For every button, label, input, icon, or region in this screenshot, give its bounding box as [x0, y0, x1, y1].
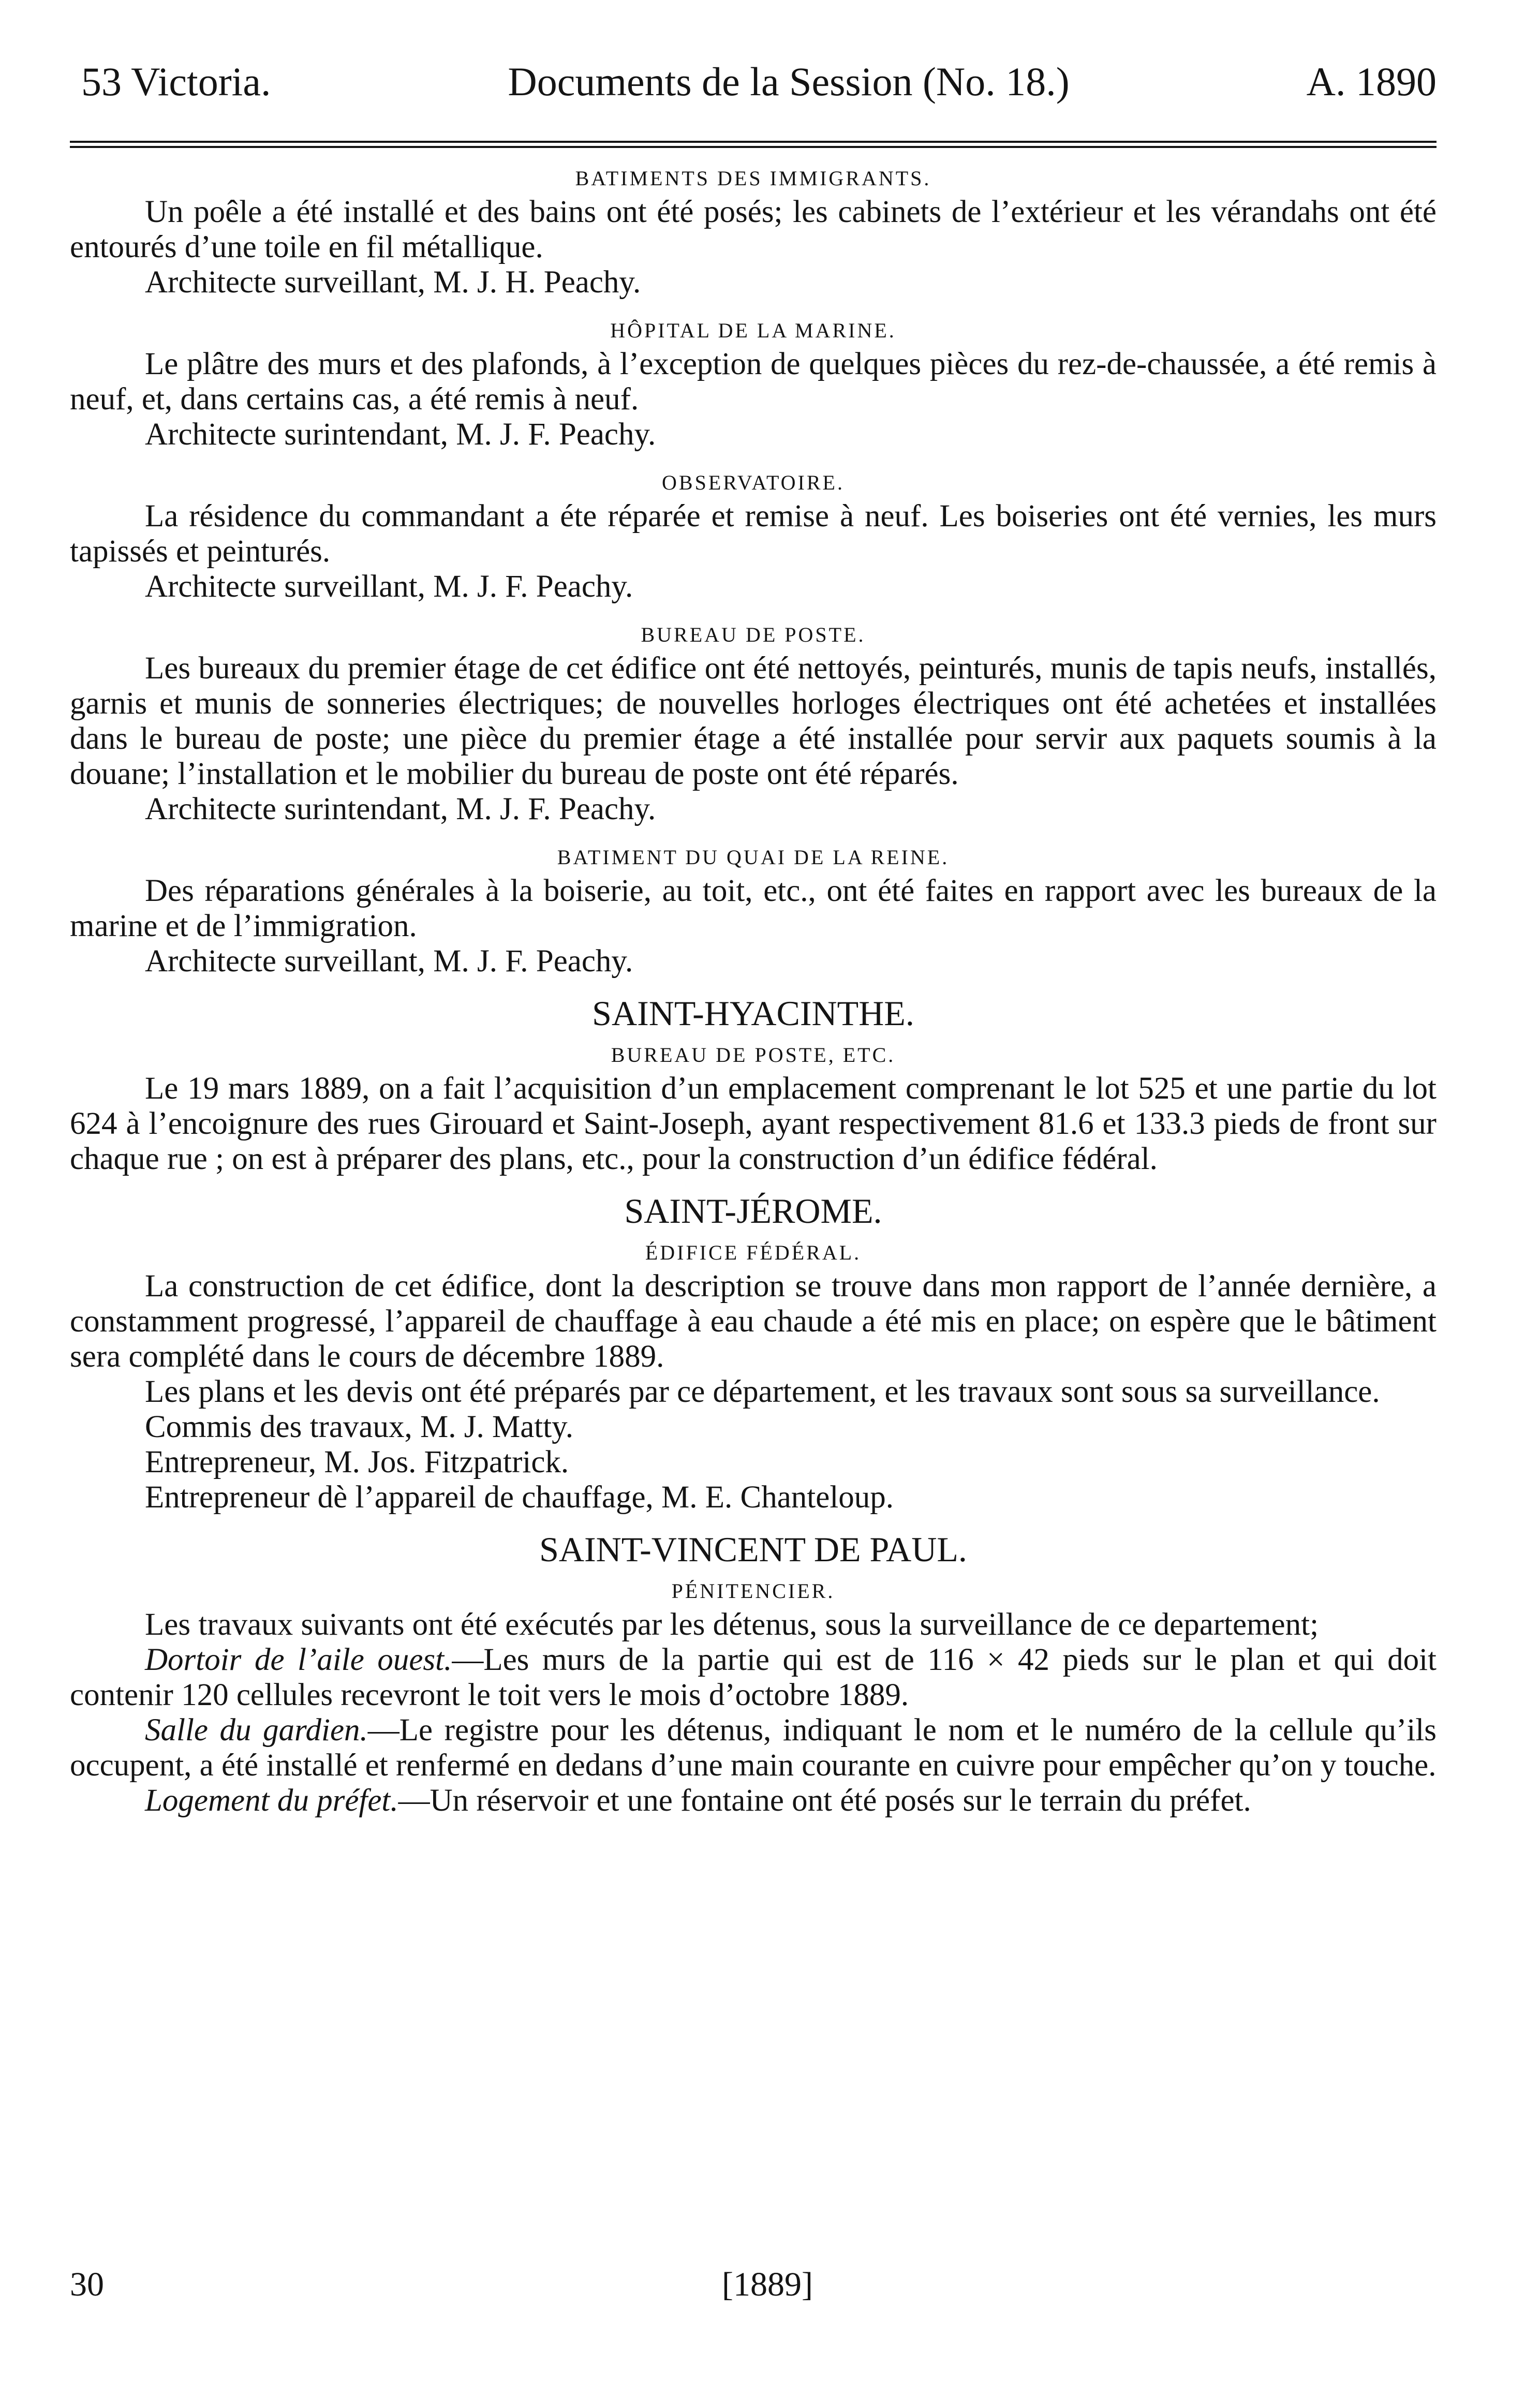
architect-line: Architecte surveillant, M. J. F. Peachy.: [145, 569, 633, 604]
header-session-year: 53 Victoria.: [81, 59, 271, 104]
header-year: A. 1890: [1306, 59, 1437, 104]
credit-line-contractor: Entrepreneur, M. Jos. Fitzpatrick.: [145, 1445, 569, 1479]
architect-line: Architecte surintendant, M. J. F. Peachy.: [145, 792, 656, 826]
item-text: —Les murs de la partie qui est de 116 × 42 pieds sur le plan et qui doit contenir 120 cellules recevront le toit vers le mois d’octobre 1889.: [70, 1642, 1437, 1712]
paragraph-saint-jerome-plans: Les plans et les devis ont été préparés par ce département, et les travaux sont sous sa surveillance.: [145, 1374, 1380, 1409]
architect-line: Architecte surveillant, M. J. H. Peachy.: [145, 265, 641, 300]
signature-code: [1889]: [722, 2266, 813, 2303]
credit-line-heating-contractor: Entrepreneur dè l’appareil de chauffage, M. E. Chanteloup.: [145, 1480, 894, 1515]
place-heading-saint-vincent-de-paul: SAINT-VINCENT DE PAUL.: [539, 1530, 967, 1569]
item-title: Logement du préfet.: [145, 1783, 398, 1818]
item-title: Dortoir de l’aile ouest.: [145, 1642, 452, 1677]
header-double-rule: [70, 141, 1437, 148]
section-heading-post-office: BUREAU DE POSTE.: [641, 623, 866, 646]
page-number: 30: [70, 2266, 104, 2303]
header-title: Documents de la Session (No. 18.): [508, 59, 1070, 104]
paragraph-marine-hospital: Le plâtre des murs et des plafonds, à l’exception de quelques pièces du rez-de-chaussée, a été remis à neuf, et, dans certains cas, a été remis à neuf.: [70, 347, 1437, 417]
page-footer: [70, 2264, 1437, 2305]
place-heading-saint-hyacinthe: SAINT-HYACINTHE.: [592, 994, 914, 1033]
paragraph-saint-hyacinthe: Le 19 mars 1889, on a fait l’acquisition d’un emplacement comprenant le lot 525 et une partie du lot 624 à l’encoignure des rues Girouard et Saint-Joseph, ayant respectivement 81.6 et 133.3 pieds de front sur chaque rue ; on est à préparer des plans, etc., pour la construction d’un édifice fédéral.: [70, 1071, 1437, 1176]
section-heading-marine-hospital: HÔPITAL DE LA MARINE.: [610, 319, 896, 342]
section-heading-federal-building: ÉDIFICE FÉDÉRAL.: [645, 1241, 862, 1264]
item-text: —Le registre pour les détenus, indiquant le nom et le numéro de la cellule qu’ils occupent, a été installé et renfermé en dedans d’une main courante en cuivre pour empêcher qu’on y touche.: [70, 1713, 1437, 1783]
place-heading-saint-jerome: SAINT-JÉROME.: [624, 1191, 882, 1231]
architect-line: Architecte surveillant, M. J. F. Peachy.: [145, 944, 633, 979]
item-title: Salle du gardien.: [145, 1713, 368, 1748]
item-text: —Un réservoir et une fontaine ont été posés sur le terrain du préfet.: [398, 1783, 1251, 1818]
paragraph-west-wing-dormitory: [70, 1642, 1437, 1713]
architect-line: Architecte surintendant, M. J. F. Peachy.: [145, 417, 656, 452]
running-header: [70, 57, 1437, 107]
paragraph-saint-jerome-construction: La construction de cet édifice, dont la description se trouve dans mon rapport de l’année dernière, a constamment progressé, l’appareil de chauffage à eau chaude a été mis en place; on espère que le bâtiment sera complété dans le cours de décembre 1889.: [70, 1269, 1437, 1374]
credit-line-clerk: Commis des travaux, M. J. Matty.: [145, 1410, 573, 1444]
section-heading-queens-wharf: BATIMENT DU QUAI DE LA REINE.: [557, 846, 950, 869]
section-heading-penitentiary: PÉNITENCIER.: [671, 1579, 835, 1603]
paragraph-observatory: La résidence du commandant a éte réparée et remise à neuf. Les boiseries ont été vernies, les murs tapissés et peinturés.: [70, 499, 1437, 569]
paragraph-penitentiary-intro: Les travaux suivants ont été exécutés par les détenus, sous la surveillance de ce departement;: [145, 1607, 1319, 1642]
paragraph-immigrants: Un poêle a été installé et des bains ont été posés; les cabinets de l’extérieur et les vérandahs ont été entourés d’une toile en fil métallique.: [70, 195, 1437, 264]
paragraph-guard-room: [70, 1713, 1437, 1783]
section-heading-observatory: OBSERVATOIRE.: [662, 471, 845, 494]
paragraph-prefect-lodging: [70, 1783, 1437, 1818]
section-heading-immigrants: BATIMENTS DES IMMIGRANTS.: [575, 167, 931, 190]
paragraph-queens-wharf: Des réparations générales à la boiserie, au toit, etc., ont été faites en rapport avec les bureaux de la marine et de l’immigration.: [70, 874, 1437, 943]
section-heading-post-office-etc: BUREAU DE POSTE, ETC.: [611, 1043, 896, 1067]
paragraph-post-office: Les bureaux du premier étage de cet édifice ont été nettoyés, peinturés, munis de tapis neufs, installés, garnis et munis de sonneries électriques; de nouvelles horloges électriques ont été achetées et installées dans le bureau de poste; une pièce du premier étage a été installée pour servir aux paquets soumis à la douane; l’installation et le mobilier du bureau de poste ont été réparés.: [70, 651, 1437, 791]
